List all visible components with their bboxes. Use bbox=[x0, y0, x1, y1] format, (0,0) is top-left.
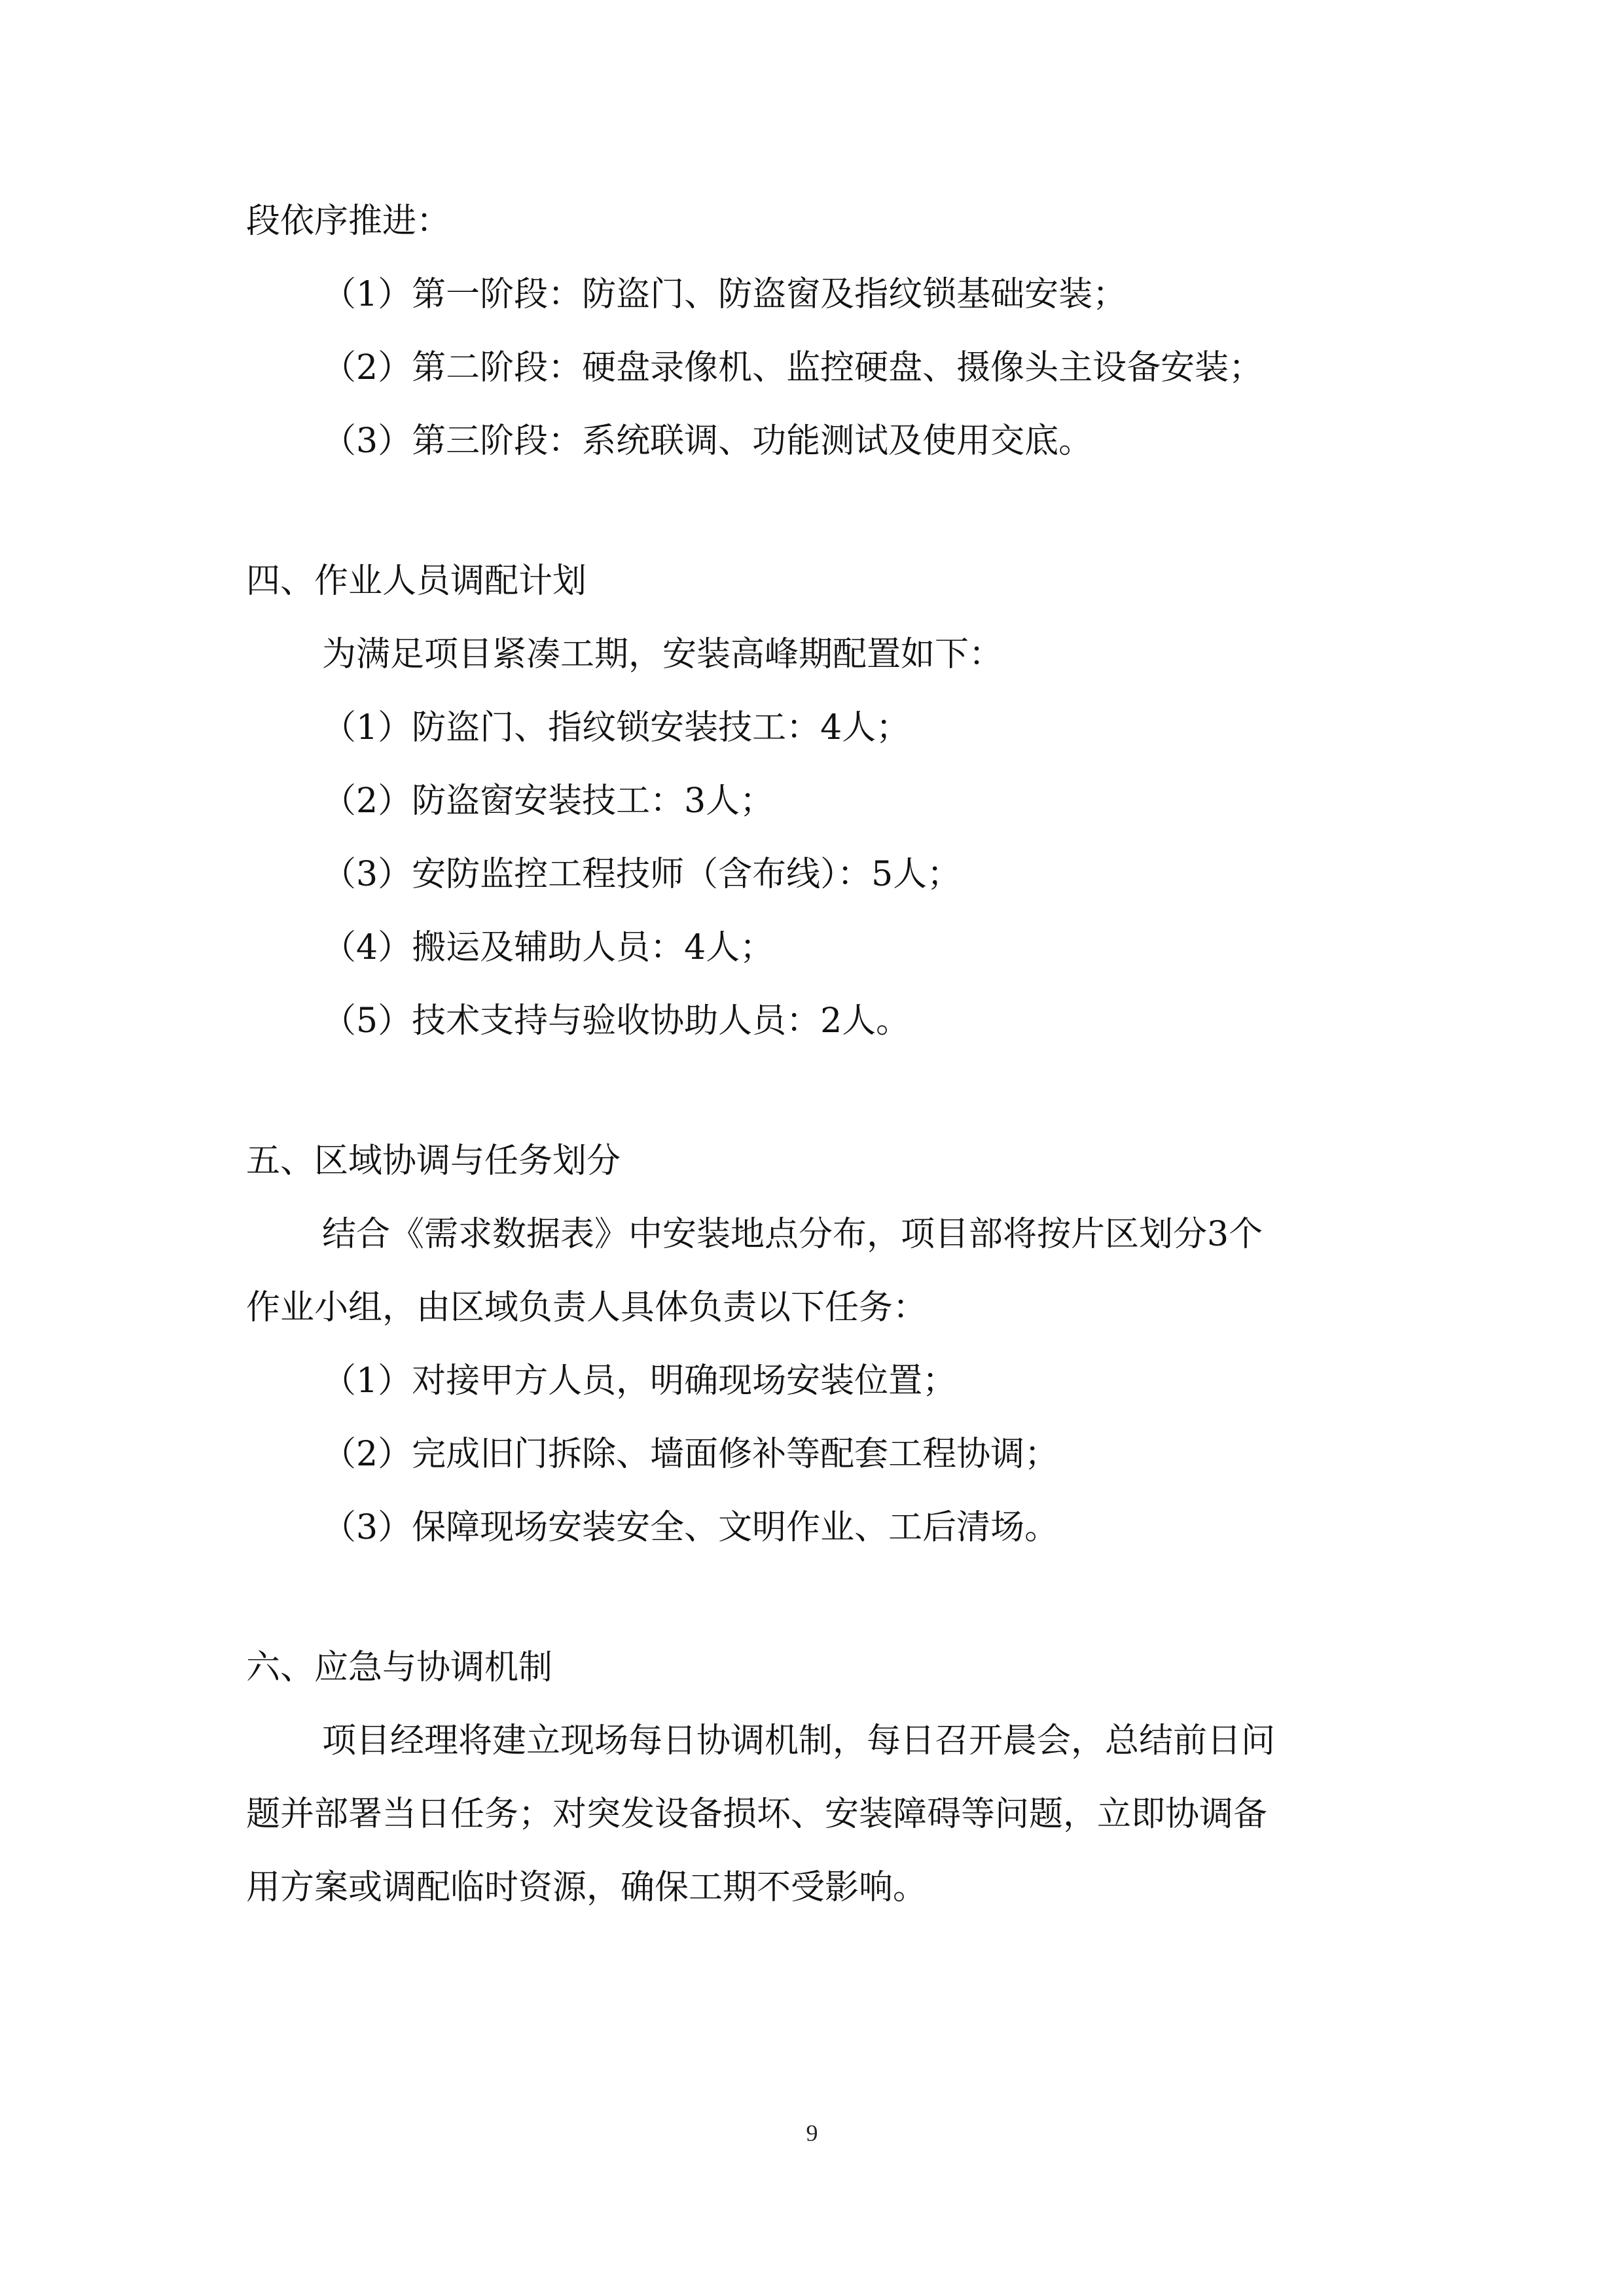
stage-item-1: （1）第一阶段：防盗门、防盗窗及指纹锁基础安装； bbox=[322, 275, 1127, 314]
staff-item-1: （1）防盗门、指纹锁安装技工：4人； bbox=[322, 708, 911, 747]
staff-item-5: （5）技术支持与验收协助人员：2人。 bbox=[322, 1001, 911, 1041]
staff-item-3: （3）安防监控工程技师（含布线）：5人； bbox=[322, 855, 962, 894]
page-number: 9 bbox=[806, 2120, 818, 2146]
intro-fragment: 段依序推进： bbox=[246, 202, 451, 241]
section-4-heading: 四、作业人员调配计划 bbox=[246, 562, 587, 601]
section-6-paragraph-line-2: 题并部署当日任务；对突发设备损坏、安装障碍等问题，立即协调备 bbox=[246, 1795, 1268, 1834]
section-6-paragraph-line-3: 用方案或调配临时资源，确保工期不受影响。 bbox=[246, 1868, 928, 1907]
staff-item-4: （4）搬运及辅助人员：4人； bbox=[322, 928, 774, 967]
section-6-paragraph-line-1: 项目经理将建立现场每日协调机制，每日召开晨会，总结前日问 bbox=[322, 1721, 1276, 1761]
section-4-intro: 为满足项目紧凑工期，安装高峰期配置如下： bbox=[322, 635, 1003, 674]
section-5-paragraph-line-2: 作业小组，由区域负责人具体负责以下任务： bbox=[246, 1288, 928, 1327]
task-item-3: （3）保障现场安装安全、文明作业、工后清场。 bbox=[322, 1508, 1059, 1547]
page-content bbox=[246, 185, 1385, 1924]
task-item-2: （2）完成旧门拆除、墙面修补等配套工程协调； bbox=[322, 1435, 1059, 1474]
staff-item-2: （2）防盗窗安装技工：3人； bbox=[322, 781, 774, 821]
task-item-1: （1）对接甲方人员，明确现场安装位置； bbox=[322, 1361, 957, 1401]
stage-item-2: （2）第二阶段：硬盘录像机、监控硬盘、摄像头主设备安装； bbox=[322, 348, 1263, 387]
section-5-paragraph-line-1: 结合《需求数据表》中安装地点分布，项目部将按片区划分3个 bbox=[322, 1215, 1263, 1254]
section-6-heading: 六、应急与协调机制 bbox=[246, 1648, 553, 1687]
stage-item-3: （3）第三阶段：系统联调、功能测试及使用交底。 bbox=[322, 422, 1093, 461]
section-5-heading: 五、区域协调与任务划分 bbox=[246, 1141, 621, 1181]
